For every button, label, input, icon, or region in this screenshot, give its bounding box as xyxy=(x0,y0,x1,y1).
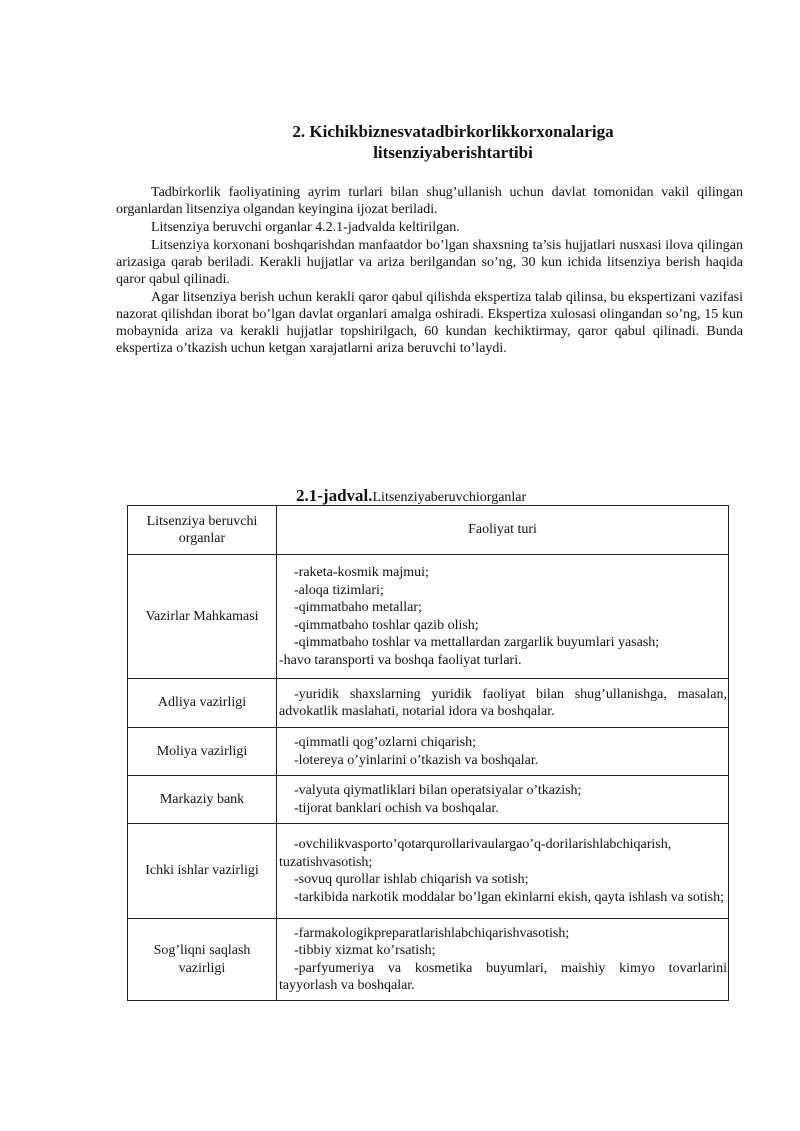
activity-cell xyxy=(277,679,729,728)
column-header-activity: Faoliyat turi xyxy=(277,506,729,555)
activity-item: -ovchilikvasporto’qotarqurollarivaulargao’q-dorilarishlabchiqarish, tuzatishvasotish; xyxy=(279,837,672,870)
licensing-organs-table xyxy=(127,505,729,1001)
paragraph: Tadbirkorlik faoliyatining ayrim turlari bilan shug’ullanish uchun davlat tomonidan vakil qilingan organlardan litsenziya olgandan keyingina ijozat beriladi. xyxy=(116,185,743,217)
activity-cell xyxy=(277,919,729,1001)
section-title-line1: 2. Kichikbiznesvatadbirkorlikkorxonalariga xyxy=(292,122,614,141)
activity-item: -parfyumeriya va kosmetika buyumlari, maishiy kimyo tovarlarini tayyorlash va boshqalar. xyxy=(279,960,727,993)
table-row xyxy=(128,824,729,919)
table-row xyxy=(128,679,729,728)
activity-item: -qimmatbaho toshlar va mettallardan zargarlik buyumlari yasash; xyxy=(294,635,660,650)
activity-item: -valyuta qiymatliklari bilan operatsiyalar o’tkazish; xyxy=(294,783,582,798)
activity-cell xyxy=(277,824,729,919)
section-title xyxy=(0,121,800,163)
column-header-organs: Litsenziya beruvchi organlar xyxy=(128,506,277,555)
activity-item: -sovuq qurollar ishlab chiqarish va sotish; xyxy=(294,872,529,887)
table-row xyxy=(128,919,729,1001)
activity-item: -raketa-kosmik majmui; xyxy=(294,565,429,580)
body-text xyxy=(116,184,743,358)
activity-cell xyxy=(277,776,729,824)
table-caption xyxy=(296,486,526,506)
activity-item: -qimmatbaho metallar; xyxy=(294,600,422,615)
organ-cell: Sog’liqni saqlash vazirligi xyxy=(128,919,277,1001)
table-row xyxy=(128,776,729,824)
organ-cell: Vazirlar Mahkamasi xyxy=(128,555,277,679)
activity-item: -tarkibida narkotik moddalar bo’lgan ekinlarni ekish, qayta ishlash va sotish; xyxy=(294,889,725,905)
activity-item: -farmakologikpreparatlarishlabchiqarishvasotish; xyxy=(294,925,570,941)
organ-cell: Adliya vazirligi xyxy=(128,679,277,728)
activity-item: -yuridik shaxslarning yuridik faoliyat bilan shug’ullanishga, masalan, advokatlik maslahati, notarial idora va boshqalar. xyxy=(279,686,727,719)
organ-cell: Markaziy bank xyxy=(128,776,277,824)
section-title-line2: litsenziyaberishtartibi xyxy=(373,143,533,162)
table-row xyxy=(128,728,729,776)
organ-cell: Ichki ishlar vazirligi xyxy=(128,824,277,919)
activity-item: -lotereya o’yinlarini o’tkazish va boshqalar. xyxy=(294,752,539,768)
paragraph: Litsenziya beruvchi organlar 4.2.1-jadvalda keltirilgan. xyxy=(151,220,460,235)
table-header-row xyxy=(128,506,729,555)
activity-item: -qimmatbaho toshlar qazib olish; xyxy=(294,617,479,633)
activity-item: -havo taransporti va boshqa faoliyat turlari. xyxy=(279,652,522,668)
activity-item: -tibbiy xizmat ko’rsatish; xyxy=(294,943,436,958)
activity-item: -aloqa tizimlari; xyxy=(294,582,384,598)
organ-cell: Moliya vazirligi xyxy=(128,728,277,776)
activity-item: -qimmatli qog’ozlarni chiqarish; xyxy=(294,735,476,750)
paragraph: Litsenziya korxonani boshqarishdan manfaatdor bo’lgan shaxsning ta’sis hujjatlari nusxasi ilova qilingan arizasiga qarab beriladi. Kerakli hujjatlar va ariza berilgandan so’ng, 30 kun ichida litsenziya berish haqida qaror qabul qilinadi. xyxy=(116,238,743,287)
activity-cell xyxy=(277,728,729,776)
paragraph: Agar litsenziya berish uchun kerakli qaror qabul qilishda ekspertiza talab qilinsa, bu ekspertizani vazifasi nazorat qilishdan iborat bo’lgan davlat organlari amalga oshiradi. Ekspertiza xulosasi olingandan so’ng, 15 kun mobaynida ariza va kerakli hujjatlar topshirilgach, 60 kundan kechiktirmay, qaror qabul qilinadi. Bunda ekspertiza o’tkazish uchun ketgan xarajatlarni ariza beruvchi to’laydi. xyxy=(116,290,743,356)
activity-cell xyxy=(277,555,729,679)
table-caption-number: 2.1-jadval. xyxy=(296,486,373,505)
activity-item: -tijorat banklari ochish va boshqalar. xyxy=(294,800,499,816)
table-row xyxy=(128,555,729,679)
table-caption-title: Litsenziyaberuvchiorganlar xyxy=(372,490,527,505)
